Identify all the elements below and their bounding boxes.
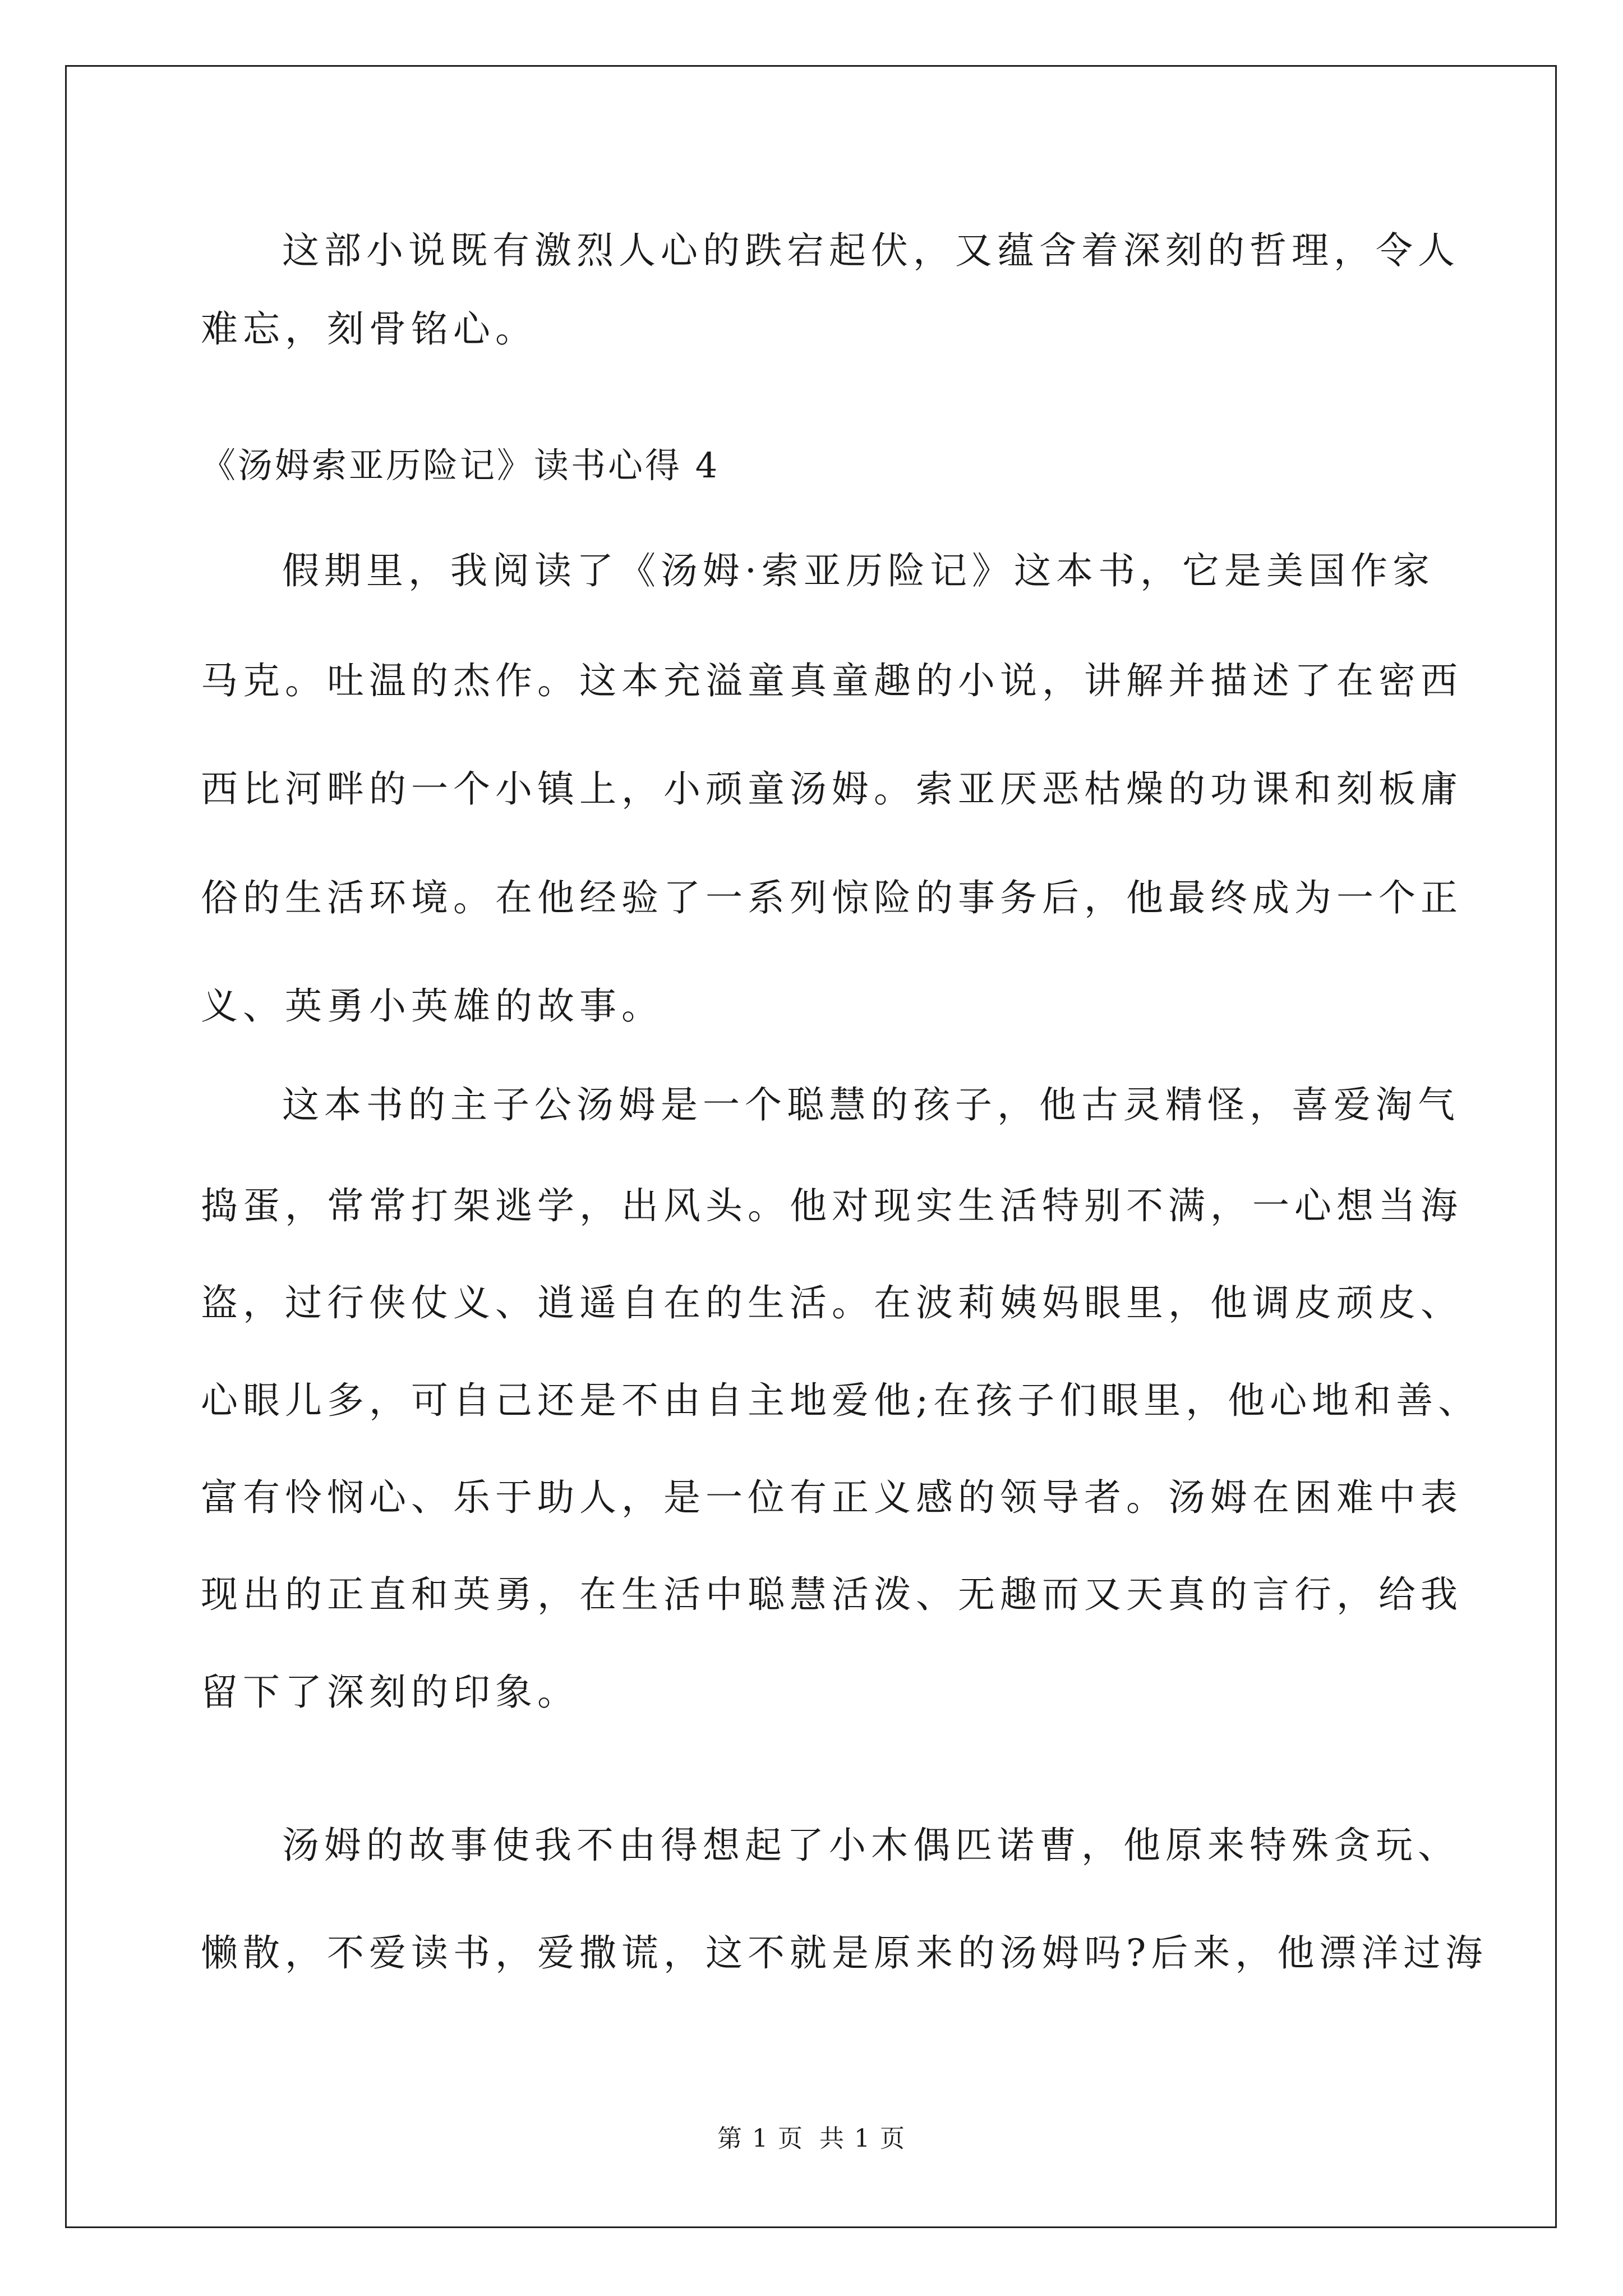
text-line-8: 义、英勇小英雄的故事。 bbox=[201, 984, 663, 1028]
text-line-6: 西比河畔的一个小镇上，小顽童汤姆。索亚厌恶枯燥的功课和刻板庸 bbox=[201, 767, 1463, 811]
section-heading: 《汤姆索亚历险记》读书心得 4 bbox=[201, 445, 720, 486]
text-line-13: 富有怜悯心、乐于助人，是一位有正义感的领导者。汤姆在困难中表 bbox=[201, 1476, 1463, 1519]
text-line-17: 懒散，不爱读书，爱撒谎，这不就是原来的汤姆吗?后来，他漂洋过海 bbox=[201, 1931, 1488, 1975]
text-line-15: 留下了深刻的印象。 bbox=[201, 1671, 579, 1714]
text-line-7: 俗的生活环境。在他经验了一系列惊险的事务后，他最终成为一个正 bbox=[201, 876, 1463, 919]
page-footer bbox=[0, 2123, 1623, 2155]
text-line-16: 汤姆的故事使我不由得想起了小木偶匹诺曹，他原来特殊贪玩、 bbox=[282, 1824, 1460, 1867]
page-number-total: 共 1 页 bbox=[819, 2124, 906, 2153]
text-line-11: 盗，过行侠仗义、逍遥自在的生活。在波莉姨妈眼里，他调皮顽皮、 bbox=[201, 1281, 1463, 1324]
text-line-2: 难忘，刻骨铭心。 bbox=[201, 307, 537, 351]
page-border bbox=[65, 65, 1557, 2228]
text-line-1: 这部小说既有激烈人心的跌宕起伏，又蕴含着深刻的哲理，令人 bbox=[282, 229, 1460, 272]
text-line-9: 这本书的主子公汤姆是一个聪慧的孩子，他古灵精怪，喜爱淘气 bbox=[282, 1083, 1460, 1126]
text-line-14: 现出的正直和英勇，在生活中聪慧活泼、无趣而又天真的言行，给我 bbox=[201, 1573, 1463, 1616]
text-line-12: 心眼儿多，可自己还是不由自主地爱他;在孩子们眼里，他心地和善、 bbox=[201, 1379, 1481, 1422]
text-line-5: 马克。吐温的杰作。这本充溢童真童趣的小说，讲解并描述了在密西 bbox=[201, 659, 1463, 702]
text-line-10: 捣蛋，常常打架逃学，出风头。他对现实生活特别不满，一心想当海 bbox=[201, 1184, 1463, 1227]
text-line-4: 假期里，我阅读了《汤姆·索亚历险记》这本书，它是美国作家 bbox=[282, 549, 1435, 592]
page-number-current: 第 1 页 bbox=[717, 2124, 804, 2153]
